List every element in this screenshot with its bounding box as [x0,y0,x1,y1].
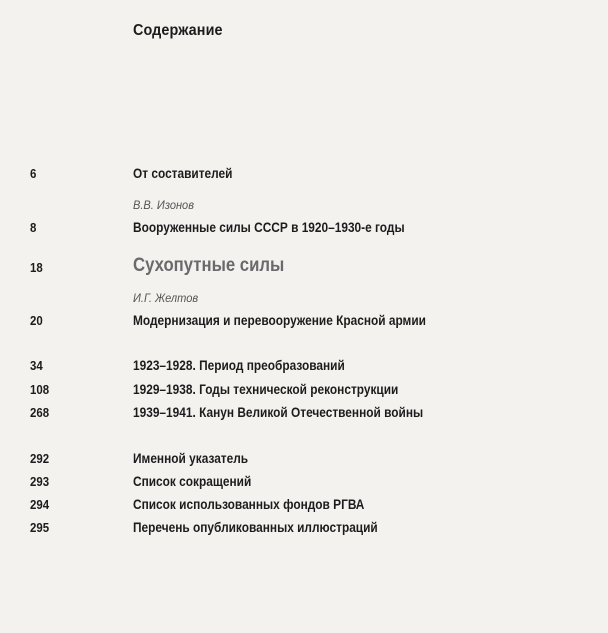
toc-entry[interactable] [0,382,608,402]
entry-title: Модернизация и перевооружение Красной армии [133,313,426,328]
section-title: Сухопутные силы [133,255,285,276]
entry-title: 1939–1941. Канун Великой Отечественной войны [133,405,424,420]
author-name: В.В. Изонов [133,198,194,212]
toc-entry[interactable] [0,497,608,517]
entry-title: 1929–1938. Годы технической реконструкции [133,382,399,397]
page-title: Содержание [133,22,223,39]
entry-title: От составителей [133,166,233,181]
page-number: 20 [30,313,43,328]
toc-entry[interactable] [0,313,608,333]
entry-title: Список сокращений [133,474,252,489]
author-name: И.Г. Желтов [133,291,199,305]
toc-entry[interactable] [0,520,608,540]
page-number: 18 [30,260,43,275]
toc-entry[interactable] [0,451,608,471]
entry-title: Вооруженные силы СССР в 1920–1930-е годы [133,220,405,235]
toc-entry[interactable] [0,405,608,425]
page-number: 8 [30,220,37,235]
entry-title: 1923–1928. Период преобразований [133,358,345,373]
page-number: 268 [30,405,50,420]
toc-entry[interactable] [0,358,608,378]
page-number: 295 [30,520,50,535]
page-number: 34 [30,358,43,373]
page-number: 293 [30,474,50,489]
page-number: 292 [30,451,50,466]
toc-entry[interactable] [0,220,608,240]
entry-title: Список использованных фондов РГВА [133,497,365,512]
page-number: 294 [30,497,50,512]
toc-section-heading[interactable] [0,255,608,278]
page-number: 108 [30,382,50,397]
toc-entry[interactable] [0,166,608,186]
entry-title: Именной указатель [133,451,249,466]
entry-title: Перечень опубликованных иллюстраций [133,520,378,535]
page-number: 6 [30,166,37,181]
toc-entry[interactable] [0,474,608,494]
